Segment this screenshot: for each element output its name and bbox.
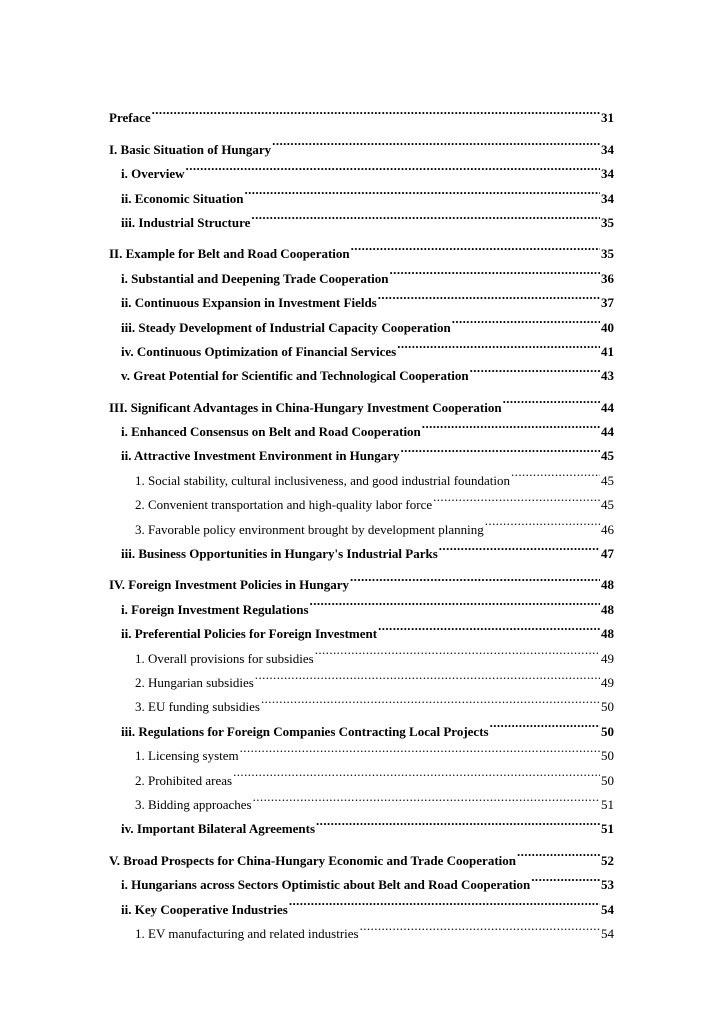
toc-entry[interactable] <box>109 589 614 617</box>
toc-entry[interactable] <box>109 638 614 666</box>
toc-entry-page-number: 41 <box>601 343 614 359</box>
toc-entry-title: i. Hungarians across Sectors Optimistic about Belt and Road Cooperation <box>121 877 531 893</box>
dot-leader <box>360 914 600 938</box>
toc-entry-title: iii. Regulations for Foreign Companies Contracting Local Projects <box>121 723 489 739</box>
toc-entry-title: V. Broad Prospects for China-Hungary Economic and Trade Cooperation <box>109 852 516 868</box>
toc-entry[interactable] <box>109 565 614 593</box>
dot-leader <box>315 638 600 662</box>
toc-entry-title: Preface <box>109 110 151 126</box>
toc-entry-title: 3. Favorable policy environment brought by development planning <box>135 521 484 537</box>
toc-entry-title: iii. Industrial Structure <box>121 214 251 230</box>
toc-entry-title: III. Significant Advantages in China-Hungary Investment Cooperation <box>109 399 502 415</box>
toc-entry[interactable] <box>109 178 614 206</box>
toc-entry-title: 3. Bidding approaches <box>135 796 252 812</box>
toc-entry[interactable] <box>109 154 614 182</box>
table-of-contents <box>109 98 614 941</box>
toc-entry-page-number: 51 <box>601 796 614 812</box>
toc-entry-page-number: 40 <box>601 319 614 335</box>
toc-entry[interactable] <box>109 760 614 788</box>
toc-entry-page-number: 45 <box>601 448 614 464</box>
toc-entry[interactable] <box>109 809 614 837</box>
toc-entry[interactable] <box>109 387 614 415</box>
toc-entry[interactable] <box>109 711 614 739</box>
toc-entry-title: 1. Licensing system <box>135 748 239 764</box>
toc-entry[interactable] <box>109 840 614 868</box>
toc-entry-title: II. Example for Belt and Road Cooperation <box>109 246 350 262</box>
toc-entry-title: ii. Continuous Expansion in Investment Fields <box>121 295 377 311</box>
toc-entry-page-number: 34 <box>601 190 614 206</box>
toc-entry-title: i. Substantial and Deepening Trade Cooperation <box>121 270 389 286</box>
toc-entry-page-number: 44 <box>601 424 614 440</box>
dot-leader <box>378 283 600 307</box>
toc-entry-title: ii. Key Cooperative Industries <box>121 901 288 917</box>
dot-leader <box>244 178 600 202</box>
toc-entry[interactable] <box>109 914 614 941</box>
dot-leader <box>186 154 600 178</box>
dot-leader <box>517 840 600 864</box>
dot-leader <box>310 589 600 613</box>
toc-entry[interactable] <box>109 234 614 262</box>
dot-leader <box>490 711 600 735</box>
dot-leader <box>261 687 600 711</box>
toc-entry-page-number: 35 <box>601 246 614 262</box>
toc-entry[interactable] <box>109 663 614 690</box>
toc-entry[interactable] <box>109 436 614 464</box>
toc-entry-page-number: 31 <box>601 110 614 126</box>
toc-entry-title: iv. Continuous Optimization of Financial Services <box>121 343 397 359</box>
dot-leader <box>378 614 600 638</box>
toc-entry-page-number: 36 <box>601 270 614 286</box>
toc-entry-title: IV. Foreign Investment Policies in Hungary <box>109 577 350 593</box>
dot-leader <box>351 234 600 258</box>
toc-entry[interactable] <box>109 307 614 335</box>
toc-entry[interactable] <box>109 889 614 917</box>
toc-entry-title: iii. Steady Development of Industrial Capacity Cooperation <box>121 319 451 335</box>
dot-leader <box>253 785 600 809</box>
dot-leader <box>350 565 600 589</box>
toc-entry[interactable] <box>109 865 614 893</box>
toc-entry-title: 1. Overall provisions for subsidies <box>135 650 314 666</box>
dot-leader <box>452 307 600 331</box>
toc-entry-title: i. Overview <box>121 166 185 182</box>
toc-entry-page-number: 34 <box>601 166 614 182</box>
toc-entry-title: iii. Business Opportunities in Hungary's Industrial Parks <box>121 546 438 562</box>
toc-entry[interactable] <box>109 356 614 384</box>
dot-leader <box>422 412 600 436</box>
toc-entry[interactable] <box>109 129 614 157</box>
dot-leader <box>233 760 600 784</box>
toc-entry-title: v. Great Potential for Scientific and Technological Cooperation <box>121 368 469 384</box>
toc-entry-page-number: 45 <box>601 472 614 488</box>
toc-entry-page-number: 46 <box>601 521 614 537</box>
toc-entry[interactable] <box>109 687 614 715</box>
toc-entry-title: i. Foreign Investment Regulations <box>121 601 309 617</box>
dot-leader <box>401 436 600 460</box>
dot-leader <box>251 203 600 227</box>
toc-entry-page-number: 34 <box>601 141 614 157</box>
toc-entry-page-number: 48 <box>601 626 614 642</box>
dot-leader <box>152 98 600 122</box>
toc-entry[interactable] <box>109 412 614 440</box>
toc-entry-page-number: 45 <box>601 497 614 513</box>
dot-leader <box>255 663 600 687</box>
toc-entry-title: ii. Attractive Investment Environment in Hungary <box>121 448 400 464</box>
dot-leader <box>390 258 600 282</box>
toc-entry-title: ii. Preferential Policies for Foreign Investment <box>121 626 378 642</box>
toc-entry-page-number: 43 <box>601 368 614 384</box>
toc-entry-page-number: 54 <box>601 925 614 941</box>
toc-entry[interactable] <box>109 485 614 513</box>
toc-entry[interactable] <box>109 534 614 562</box>
dot-leader <box>289 889 600 913</box>
dot-leader <box>503 387 600 411</box>
toc-entry[interactable] <box>109 614 614 642</box>
toc-entry-title: 2. Convenient transportation and high-quality labor force <box>135 497 433 513</box>
toc-entry[interactable] <box>109 332 614 359</box>
toc-entry-title: I. Basic Situation of Hungary <box>109 141 272 157</box>
toc-entry-page-number: 47 <box>601 546 614 562</box>
dot-leader <box>397 332 600 356</box>
dot-leader <box>511 460 600 484</box>
toc-entry[interactable] <box>109 98 614 126</box>
toc-entry-page-number: 35 <box>601 214 614 230</box>
toc-entry[interactable] <box>109 785 614 812</box>
toc-entry[interactable] <box>109 258 614 286</box>
dot-leader <box>240 736 600 760</box>
toc-entry-page-number: 49 <box>601 650 614 666</box>
toc-entry-page-number: 50 <box>601 748 614 764</box>
dot-leader <box>439 534 600 558</box>
toc-entry-page-number: 51 <box>601 821 614 837</box>
toc-entry-page-number: 48 <box>601 577 614 593</box>
toc-entry[interactable] <box>109 460 614 488</box>
dot-leader <box>531 865 600 889</box>
toc-entry-page-number: 37 <box>601 295 614 311</box>
toc-entry-title: ii. Economic Situation <box>121 190 244 206</box>
toc-entry-page-number: 52 <box>601 852 614 868</box>
toc-entry-title: 2. Hungarian subsidies <box>135 674 254 690</box>
dot-leader <box>485 509 600 533</box>
toc-entry-page-number: 48 <box>601 601 614 617</box>
toc-entry[interactable] <box>109 203 614 230</box>
dot-leader <box>316 809 600 833</box>
toc-entry-title: 1. EV manufacturing and related industries <box>135 925 359 941</box>
toc-entry[interactable] <box>109 509 614 537</box>
toc-entry-page-number: 50 <box>601 699 614 715</box>
toc-entry-page-number: 44 <box>601 399 614 415</box>
toc-entry-page-number: 53 <box>601 877 614 893</box>
toc-entry[interactable] <box>109 283 614 311</box>
toc-entry-title: iv. Important Bilateral Agreements <box>121 821 316 837</box>
toc-entry-title: 2. Prohibited areas <box>135 772 233 788</box>
dot-leader <box>433 485 600 509</box>
toc-entry-page-number: 54 <box>601 901 614 917</box>
toc-entry-page-number: 49 <box>601 674 614 690</box>
toc-entry[interactable] <box>109 736 614 764</box>
toc-entry-page-number: 50 <box>601 723 614 739</box>
toc-entry-page-number: 50 <box>601 772 614 788</box>
dot-leader <box>272 129 600 153</box>
toc-entry-title: 3. EU funding subsidies <box>135 699 260 715</box>
toc-entry-title: i. Enhanced Consensus on Belt and Road Cooperation <box>121 424 421 440</box>
dot-leader <box>470 356 600 380</box>
toc-entry-title: 1. Social stability, cultural inclusiveness, and good industrial foundation <box>135 472 511 488</box>
